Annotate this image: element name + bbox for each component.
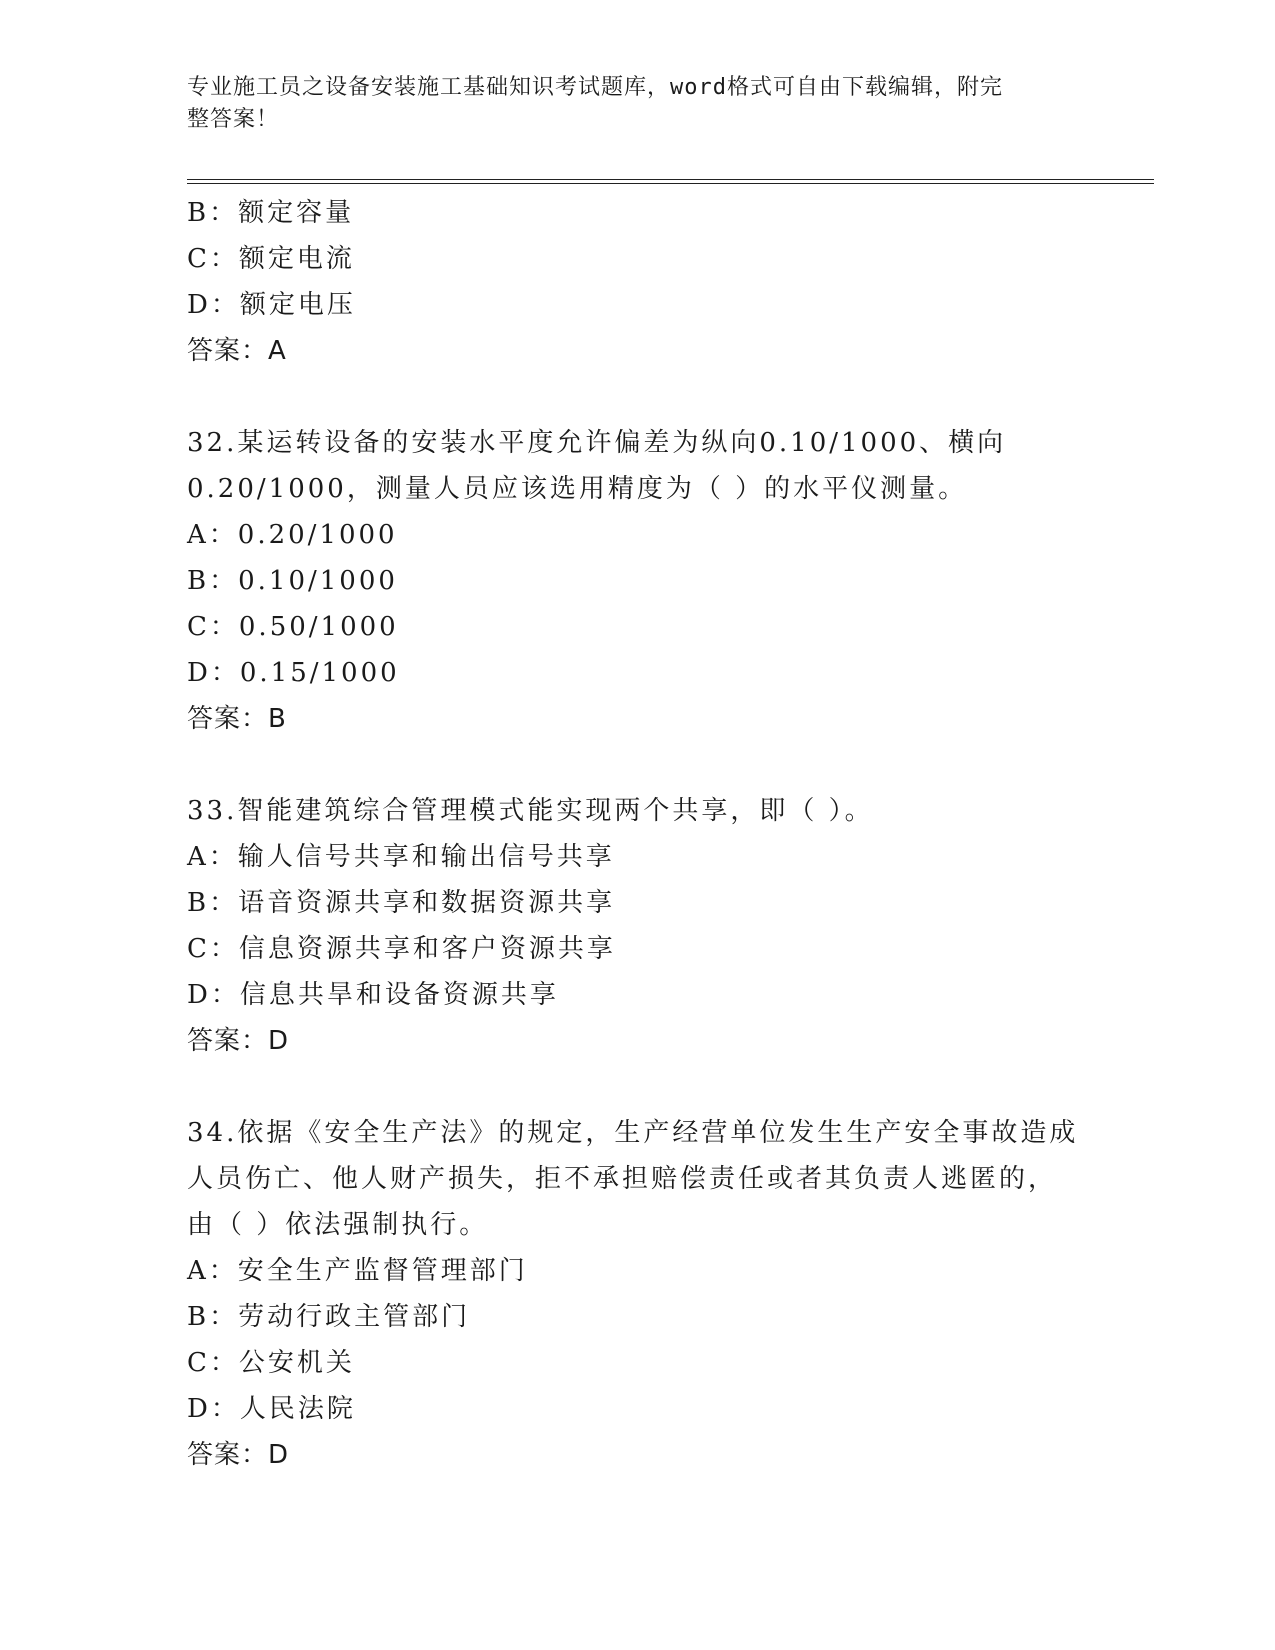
question-spacer (187, 1064, 1087, 1110)
answer-line: 答案：D (187, 1026, 290, 1056)
header-rule-bottom (187, 183, 1154, 184)
option-b: B：劳动行政主管部门 (187, 1302, 471, 1332)
option-c: C：信息资源共享和客户资源共享 (187, 934, 616, 964)
header-rule-top (187, 179, 1154, 180)
option-d: D：0.15/1000 (187, 658, 400, 688)
option-b: B：0.10/1000 (187, 566, 398, 596)
question-stem: 人员伤亡、他人财产损失，拒不承担赔偿责任或者其负责人逃匿的， (187, 1164, 1058, 1194)
option-d: D：人民法院 (187, 1394, 356, 1424)
option-b: B：语音资源共享和数据资源共享 (187, 888, 616, 918)
option-c: C：公安机关 (187, 1348, 355, 1378)
option-a: A：输人信号共享和输出信号共享 (187, 842, 615, 872)
question-spacer (187, 742, 1087, 788)
answer-line: 答案：D (187, 1440, 290, 1470)
option-c: C：额定电流 (187, 244, 355, 274)
option-d: D：额定电压 (187, 290, 356, 320)
header-line-1: 专业施工员之设备安装施工基础知识考试题库，word格式可自由下载编辑，附完 (187, 75, 1003, 100)
question-stem: 0.20/1000，测量人员应该选用精度为（ ）的水平仪测量。 (187, 474, 968, 504)
question-stem: 34.依据《安全生产法》的规定，生产经营单位发生生产安全事故造成 (187, 1118, 1079, 1148)
question-stem: 由（ ）依法强制执行。 (187, 1210, 489, 1240)
option-a: A：0.20/1000 (187, 520, 398, 550)
question-stem: 32.某运转设备的安装水平度允许偏差为纵向0.10/1000、横向 (187, 428, 1007, 458)
document-header (187, 72, 1067, 136)
question-33 (187, 788, 1087, 1064)
option-b: B：额定容量 (187, 198, 355, 228)
question-list (187, 190, 1087, 1478)
question-32 (187, 420, 1087, 742)
answer-line: 答案：A (187, 336, 287, 366)
question-34 (187, 1110, 1087, 1478)
question-stem: 33.智能建筑综合管理模式能实现两个共享，即（ ）。 (187, 796, 874, 826)
answer-line: 答案：B (187, 704, 287, 734)
option-a: A：安全生产监督管理部门 (187, 1256, 528, 1286)
header-line-2: 整答案！ (187, 107, 280, 132)
question-31-tail (187, 190, 1087, 374)
option-c: C：0.50/1000 (187, 612, 399, 642)
option-d: D：信息共旱和设备资源共享 (187, 980, 559, 1010)
question-spacer (187, 374, 1087, 420)
